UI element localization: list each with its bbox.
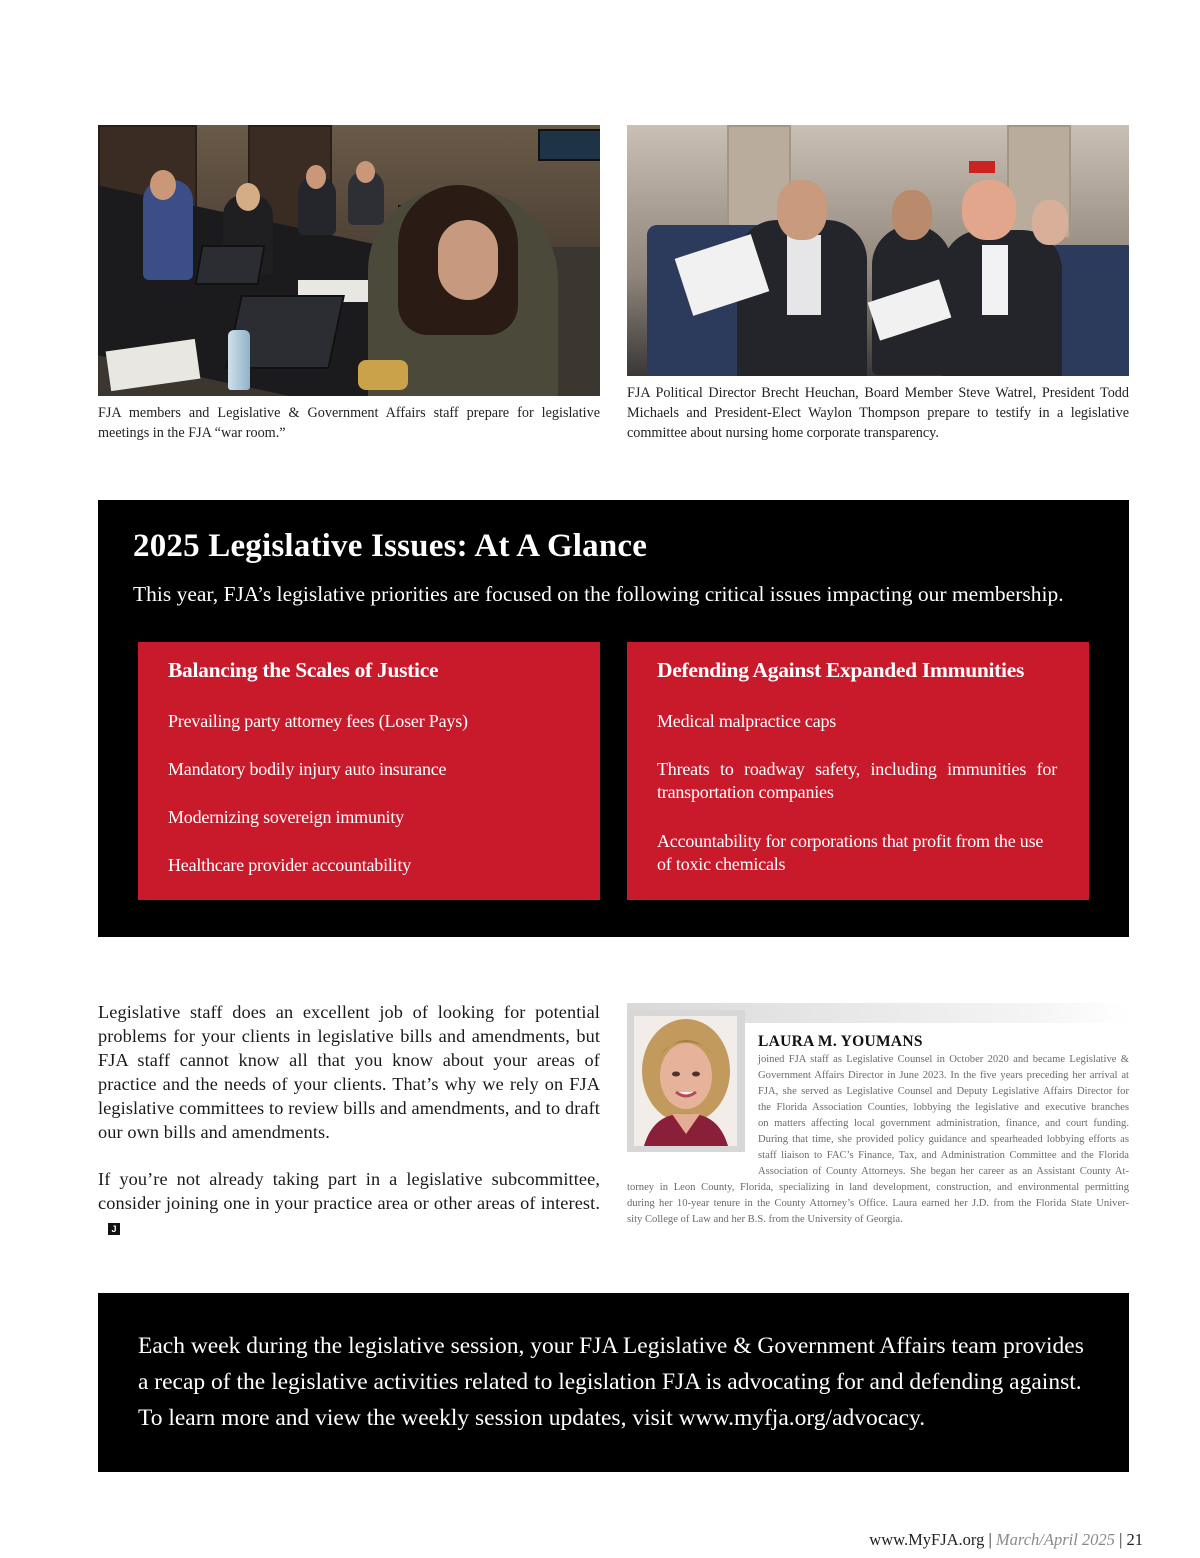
balancing-scales-panel xyxy=(138,642,600,900)
bio-line: Government Affairs Director in June 2023. In the five years preceding her arrival at xyxy=(758,1070,1129,1081)
bio-line: Association of County Attorneys. She began her career as an Assistant County At- xyxy=(758,1166,1129,1177)
bio-line: during her 10-year tenure in the County Attorney’s Office. Laura earned her J.D. from the Florida State Univer- xyxy=(627,1198,1129,1209)
bio-line: sity College of Law and her B.S. from the University of Georgia. xyxy=(627,1214,903,1225)
bio-line: During that time, she provided policy guidance and spearheaded lobbying efforts as xyxy=(758,1134,1129,1145)
bio-line: joined FJA staff as Legislative Counsel in October 2020 and became Legislative & xyxy=(758,1054,1129,1065)
legislative-issues-box xyxy=(98,500,1129,937)
glance-subtitle: This year, FJA’s legislative priorities are focused on the following critical issues impacting our membership. xyxy=(133,582,1064,606)
body-paragraph-1: Legislative staff does an excellent job of looking for potential problems for your clients in legislative bills and amendments, but FJA staff cannot know all that you know about your areas of practice and the needs of your clients. That’s why we rely on FJA legislative committees to review bills and amendments, and to draft our own bills and amendments. xyxy=(98,1002,600,1142)
issue-item: Medical malpractice caps xyxy=(657,711,837,731)
bio-line: FJA, she served as Legislative Counsel and Deputy Legislative Affairs Director for xyxy=(758,1086,1129,1097)
issue-item: Healthcare provider accountability xyxy=(168,855,412,875)
recap-line: a recap of the legislative activities related to legislation FJA is advocating for and defending against. xyxy=(138,1369,1082,1395)
panel-heading: Balancing the Scales of Justice xyxy=(168,658,439,682)
committee-hearing-caption: FJA Political Director Brecht Heuchan, Board Member Steve Watrel, President Todd Michaels and President-Elect Waylon Thompson prepare to testify in a legislative committee about nursing home corporate transparency. xyxy=(627,385,1129,441)
end-mark-icon: J xyxy=(108,1223,120,1235)
bio-name: LAURA M. YOUMANS xyxy=(758,1033,923,1050)
war-room-photo xyxy=(98,125,600,396)
recap-line: To learn more and view the weekly session updates, visit www.myfja.org/advocacy. xyxy=(138,1405,926,1431)
issue-item: Threats to roadway safety, including immunities for transportation companies xyxy=(657,759,1057,802)
page-number: 21 xyxy=(1126,1530,1143,1549)
issue-item: Modernizing sovereign immunity xyxy=(168,807,404,827)
issue-item: Mandatory bodily injury auto insurance xyxy=(168,759,447,779)
bio-line: torney in Leon County, Florida, specializing in land development, construction, and environmental permitting xyxy=(627,1182,1129,1193)
bio-line: staff liaison to FAC’s Finance, Tax, and Administration Committee and the Florida xyxy=(758,1150,1129,1161)
bio-line: on matters affecting local government administration, finance, and court funding. xyxy=(758,1118,1129,1129)
body-paragraph-2-text: If you’re not already taking part in a legislative subcommittee, consider joining one in your practice area or other areas of interest. xyxy=(98,1169,600,1213)
issue-item: Prevailing party attorney fees (Loser Pays) xyxy=(168,711,468,731)
panel-heading: Defending Against Expanded Immunities xyxy=(657,658,1025,682)
body-paragraph-2 xyxy=(98,1167,600,1239)
laura-youmans-portrait xyxy=(634,1016,737,1146)
committee-hearing-photo xyxy=(627,125,1129,376)
recap-line: Each week during the legislative session, your FJA Legislative & Government Affairs team provides xyxy=(138,1333,1084,1359)
war-room-caption: FJA members and Legislative & Government Affairs staff prepare for legislative meetings in the FJA “war room.” xyxy=(98,405,600,441)
footer-issue: March/April 2025 xyxy=(995,1530,1115,1549)
footer-separator: | xyxy=(988,1530,992,1549)
bio-line: the Florida Association Counties, lobbying the legislative and executive branches xyxy=(758,1102,1129,1113)
footer-site-link[interactable]: www.MyFJA.org xyxy=(869,1530,985,1549)
expanded-immunities-panel xyxy=(627,642,1089,900)
session-updates-box xyxy=(98,1293,1129,1472)
issue-item: Accountability for corporations that profit from the use of toxic chemicals xyxy=(657,831,1044,874)
glance-title: 2025 Legislative Issues: At A Glance xyxy=(133,528,648,564)
page-footer xyxy=(869,1530,1143,1550)
footer-separator: | xyxy=(1119,1530,1123,1549)
